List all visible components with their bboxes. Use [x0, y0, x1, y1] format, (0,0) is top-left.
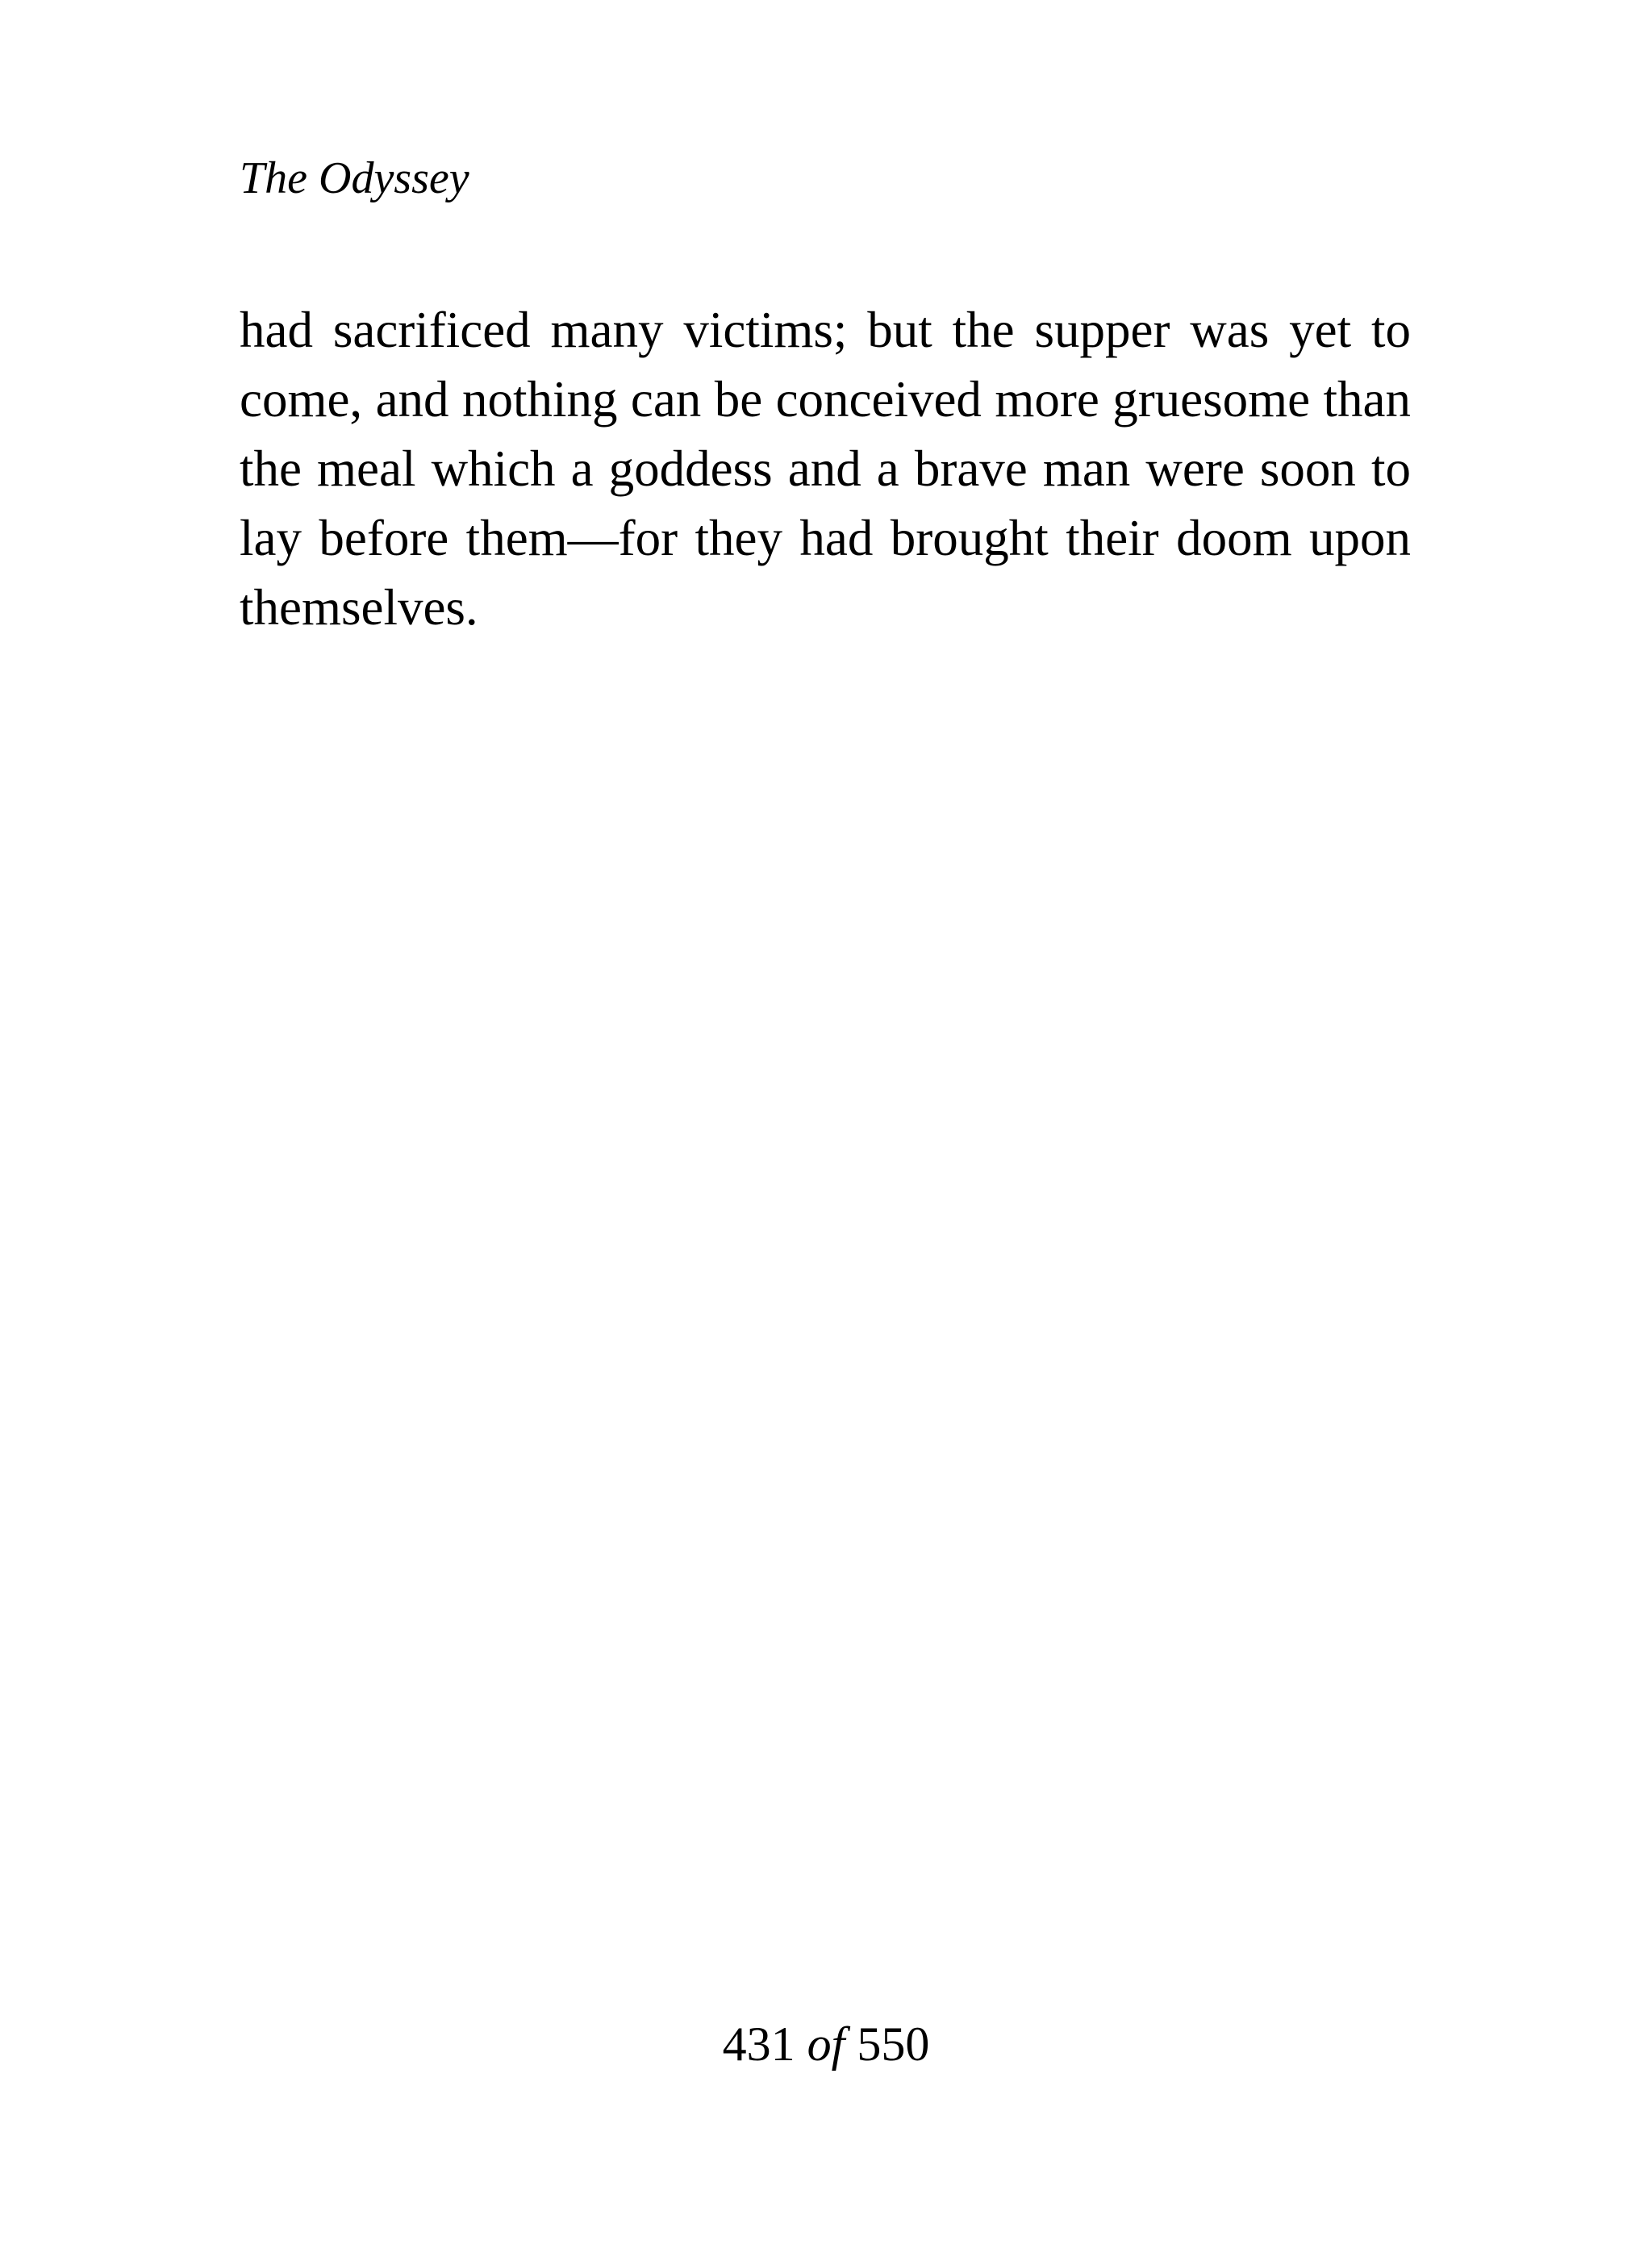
- page-number: [0, 2013, 1652, 2075]
- running-header-title: The Odyssey: [240, 153, 469, 203]
- current-page-number: 431: [722, 2017, 795, 2071]
- body-paragraph: had sacrificed many victims; but the supper was yet to come, and nothing can be conceived more gruesome than the meal which a goddess and a brave man were soon to lay before them—for they had brought their doom upon themselves.: [240, 302, 1411, 636]
- page-of-label: of: [807, 2017, 845, 2071]
- total-page-count: 550: [857, 2017, 930, 2071]
